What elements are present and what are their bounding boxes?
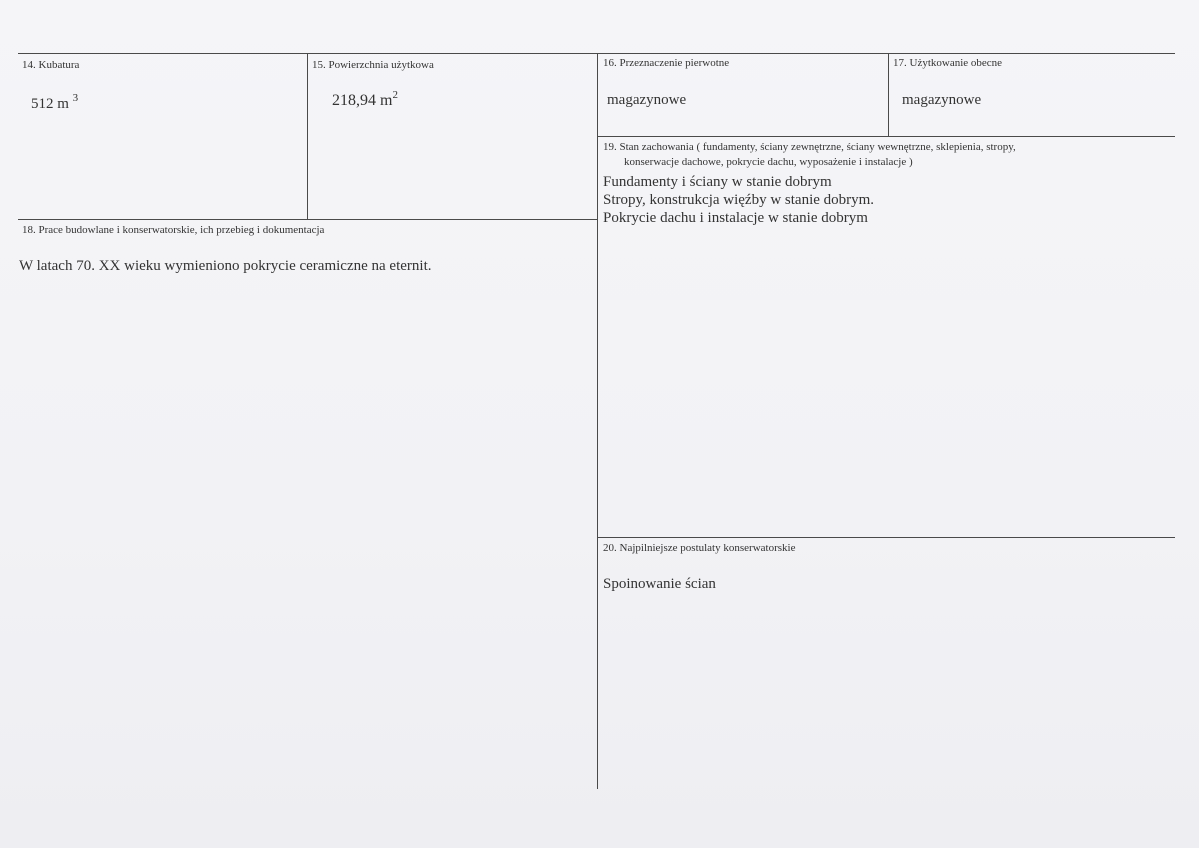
field-16-label: 16. Przeznaczenie pierwotne <box>603 57 730 69</box>
field-15-value <box>332 89 398 110</box>
powierzchnia-exponent: 2 <box>392 89 398 101</box>
kubatura-value: 512 m <box>31 96 69 112</box>
field-15-label: 15. Powierzchnia użytkowa <box>312 59 434 71</box>
field-14-label: 14. Kubatura <box>22 59 80 71</box>
rule-above-20 <box>598 537 1175 538</box>
stan-line-3: Pokrycie dachu i instalacje w stanie dobrym <box>603 210 868 226</box>
field-17-value: magazynowe <box>902 92 982 108</box>
field-20-label: 20. Najpilniejsze postulaty konserwatorskie <box>603 542 796 554</box>
field-20-value: Spoinowanie ścian <box>603 576 716 592</box>
field-19-label-line1: 19. Stan zachowania ( fundamenty, ściany zewnętrzne, ściany wewnętrzne, sklepienia, stropy, <box>603 141 1016 153</box>
powierzchnia-value: 218,94 m <box>332 92 393 109</box>
rule-above-18 <box>18 219 598 220</box>
stan-line-1: Fundamenty i ściany w stanie dobrym <box>603 174 832 190</box>
field-16-value: magazynowe <box>607 92 687 108</box>
field-17-label: 17. Użytkowanie obecne <box>893 57 1003 69</box>
field-19-label-line2: konserwacje dachowe, pokrycie dachu, wyposażenie i instalacje ) <box>624 156 913 168</box>
rule-under-16-17 <box>598 136 1175 137</box>
divider-left-right <box>597 53 598 789</box>
divider-16-17 <box>888 53 889 136</box>
field-14-value <box>31 92 79 113</box>
stan-line-2: Stropy, konstrukcja więźby w stanie dobrym. <box>603 192 875 208</box>
kubatura-exponent: 3 <box>72 92 79 104</box>
field-18-value: W latach 70. XX wieku wymieniono pokrycie ceramiczne na eternit. <box>19 258 432 274</box>
field-19-values <box>603 173 874 227</box>
divider-14-15 <box>307 53 308 219</box>
field-18-label: 18. Prace budowlane i konserwatorskie, ich przebieg i dokumentacja <box>22 224 325 236</box>
